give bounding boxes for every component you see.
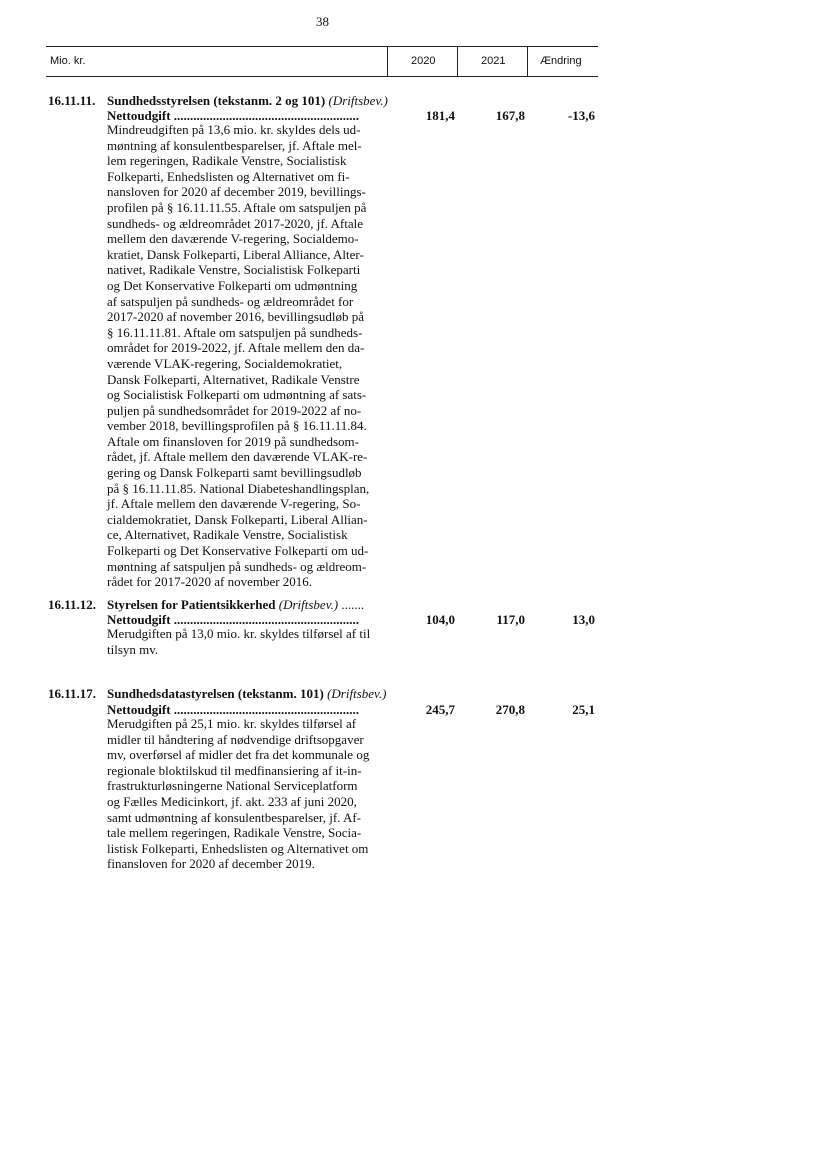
column-header-2021: 2021 <box>481 55 506 67</box>
value-2020: 181,4 <box>425 108 455 123</box>
description-line: ce, Alternativet, Radikale Venstre, Socialistisk <box>107 527 348 543</box>
description-line: området for 2019-2022, jf. Aftale mellem den da- <box>107 340 365 356</box>
description-line: Merudgiften på 13,0 mio. kr. skyldes tilførsel af til <box>107 626 371 641</box>
entry-title-type: (Driftsbev.) <box>327 686 387 701</box>
description-line: listisk Folkeparti, Enhedslisten og Alternativet om <box>107 840 369 856</box>
description-line: og Det Konservative Folkeparti om udmøntning <box>107 277 358 293</box>
description-line: mellem den daværende V-regering, Socialdemo- <box>107 231 359 247</box>
page-number: 38 <box>316 14 329 29</box>
entry-number: 16.11.11. <box>48 93 96 108</box>
description-line: og Socialistisk Folkeparti om udmøntning af sats- <box>107 387 367 403</box>
description-line: tale mellem regeringen, Radikale Venstre, Socia- <box>107 825 362 841</box>
column-divider <box>387 47 388 76</box>
description-line: samt udmøntning af konsulentbesparelser, jf. Af- <box>107 809 362 825</box>
entry-title-text: Sundhedsstyrelsen (tekstanm. 2 og 101) <box>107 93 326 108</box>
value-2021: 117,0 <box>496 612 525 627</box>
description-line: rådet for 2017-2020 af november 2016. <box>107 574 313 590</box>
description-line: mv, overførsel af midler det fra det kommunale og <box>107 747 370 763</box>
description-line: på § 16.11.11.85. National Diabeteshandlingsplan, <box>107 480 370 496</box>
description-line: af satspuljen på sundheds- og ældreområdet for <box>107 293 354 309</box>
value-change: 25,1 <box>572 702 595 717</box>
description-line: Dansk Folkeparti, Alternativet, Radikale Venstre <box>107 371 360 387</box>
entry-title <box>107 686 386 702</box>
value-2020: 245,7 <box>425 702 455 717</box>
value-change: 13,0 <box>572 612 595 627</box>
entry-description <box>107 626 402 657</box>
column-header-change: Ændring <box>540 55 582 67</box>
entry-title-type: (Driftsbev.) <box>328 93 388 108</box>
description-line: cialdemokratiet, Dansk Folkeparti, Liberal Allian- <box>107 511 368 527</box>
description-line: Folkeparti, Enhedslisten og Alternativet om fi- <box>107 168 350 184</box>
description-line: jf. Aftale mellem den daværende V-regering, So- <box>107 496 361 512</box>
description-line: § 16.11.11.81. Aftale om satspuljen på sundheds- <box>107 324 363 340</box>
description-line: og Fælles Medicinkort, jf. akt. 233 af juni 2020, <box>107 793 357 809</box>
description-line: sundheds- og ældreområdet 2017-2020, jf. Aftale <box>107 215 363 231</box>
description-line: finansloven for 2020 af december 2019. <box>107 856 315 872</box>
value-2021: 270,8 <box>495 702 525 717</box>
description-line: gering og Dansk Folkeparti samt bevillingsudløb <box>107 465 362 481</box>
description-line: rådet, jf. Aftale mellem den daværende VLAK-re- <box>107 449 368 465</box>
unit-label: Mio. kr. <box>50 55 86 67</box>
description-line: frastrukturløsningerne National Serviceplatform <box>107 778 358 794</box>
description-line: værende VLAK-regering, Socialdemokratiet, <box>107 355 343 371</box>
column-divider <box>457 47 458 76</box>
entry-title <box>107 597 364 613</box>
entry-title-type: (Driftsbev.) <box>278 597 339 612</box>
netto-label: Nettoudgift ......................................................... <box>107 108 360 123</box>
description-line: møntning af satspuljen på sundheds- og ældreom- <box>107 558 367 574</box>
description-line: vember 2018, bevillingsprofilen på § 16.11.11.84. <box>107 418 367 434</box>
description-line: lem regeringen, Radikale Venstre, Socialistisk <box>107 153 347 169</box>
value-2021: 167,8 <box>495 108 525 123</box>
description-line: Merudgiften på 25,1 mio. kr. skyldes tilførsel af <box>107 716 357 731</box>
netto-label: Nettoudgift ......................................................... <box>107 612 360 627</box>
column-header-2020: 2020 <box>411 55 436 67</box>
description-line: Mindreudgiften på 13,6 mio. kr. skyldes dels ud- <box>107 122 361 137</box>
entry-title-leader: ....... <box>338 597 365 612</box>
value-2020: 104,0 <box>425 612 455 627</box>
entry-title <box>107 93 388 109</box>
description-line: nativet, Radikale Venstre, Socialistisk Folkeparti <box>107 262 361 278</box>
entry-number: 16.11.12. <box>48 597 97 612</box>
value-change: -13,6 <box>567 108 595 123</box>
entry-title-text: Styrelsen for Patientsikkerhed <box>107 597 276 612</box>
description-line: nansloven for 2020 af december 2019, bevillings- <box>107 184 366 200</box>
column-divider <box>527 47 528 76</box>
description-line: kratiet, Dansk Folkeparti, Liberal Alliance, Alter- <box>107 246 364 262</box>
description-line: 2017-2020 af november 2016, bevillingsudløb på <box>107 309 365 325</box>
description-line: tilsyn mv. <box>107 641 159 657</box>
entry-title-text: Sundhedsdatastyrelsen (tekstanm. 101) <box>107 686 324 701</box>
description-line: midler til håndtering af nødvendige driftsopgaver <box>107 731 364 747</box>
entry-description <box>107 716 402 872</box>
table-header-bottom-rule <box>46 76 598 77</box>
description-line: profilen på § 16.11.11.55. Aftale om satspuljen på <box>107 199 367 215</box>
description-line: regionale bloktilskud til medfinansiering af it-in- <box>107 762 362 778</box>
description-line: Aftale om finansloven for 2019 på sundhedsom- <box>107 433 360 449</box>
entry-description <box>107 122 402 590</box>
netto-label: Nettoudgift ......................................................... <box>107 702 360 717</box>
description-line: puljen på sundhedsområdet for 2019-2022 af no- <box>107 402 362 418</box>
description-line: møntning af konsulentbesparelser, jf. Aftale mel- <box>107 137 362 153</box>
description-line: Folkeparti og Det Konservative Folkeparti om ud- <box>107 543 369 559</box>
table-header-top-rule <box>46 46 598 47</box>
entry-number: 16.11.17. <box>48 686 97 701</box>
